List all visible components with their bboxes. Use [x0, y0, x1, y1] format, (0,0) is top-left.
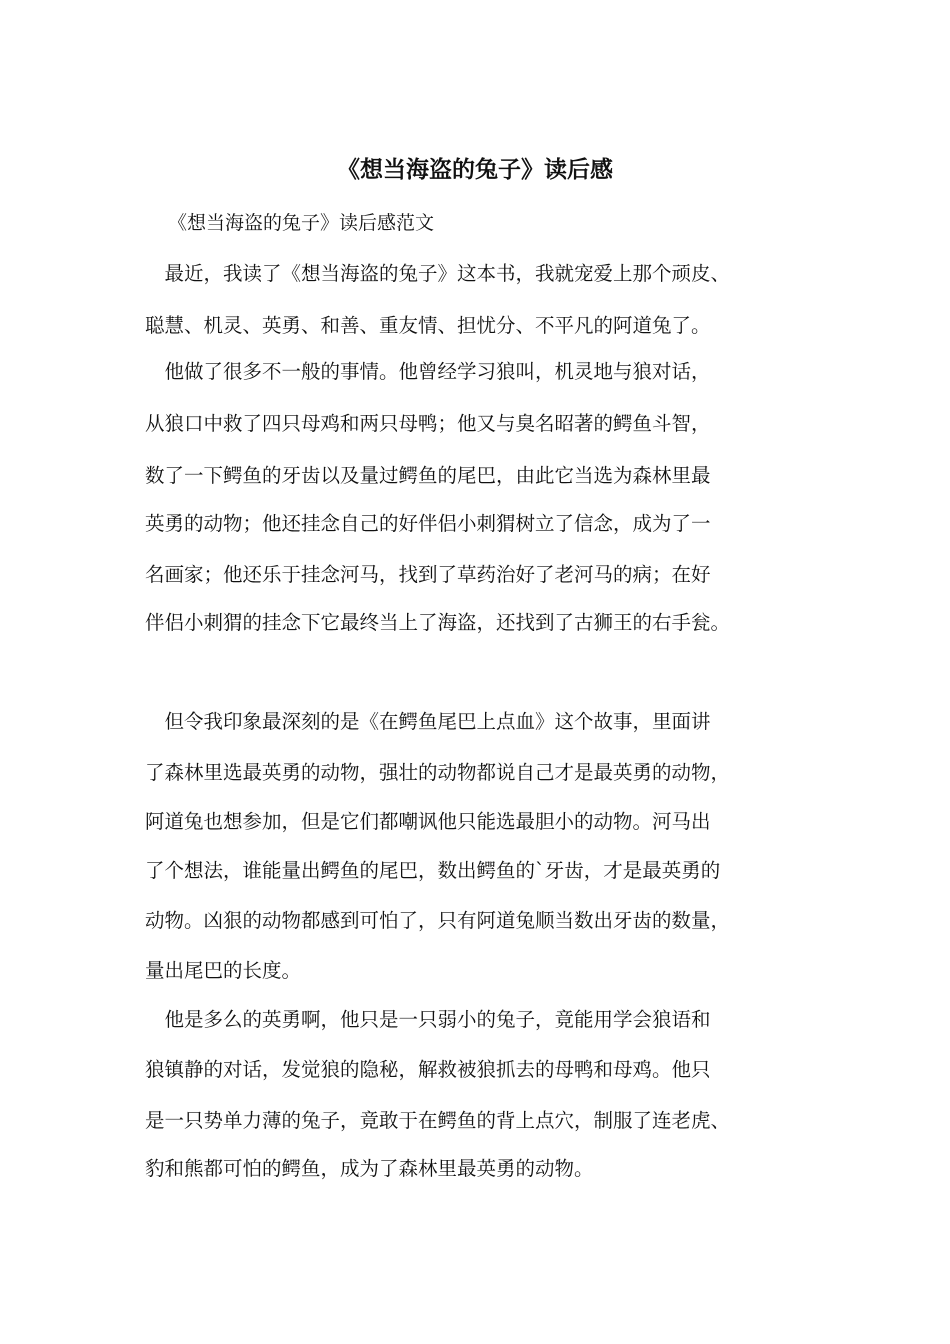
- text-line: 豹和熊都可怕的鳄鱼，成为了森林里最英勇的动物。: [145, 1157, 594, 1180]
- text-line: 动物。凶狠的动物都感到可怕了，只有阿道兔顺当数出牙齿的数量，: [145, 909, 731, 932]
- text-line: 了森林里选最英勇的动物，强壮的动物都说自己才是最英勇的动物，: [145, 761, 731, 784]
- text-line: 名画家；他还乐于挂念河马，找到了草药治好了老河马的病；在好: [145, 563, 711, 586]
- document-title: 《想当海盗的兔子》读后感: [337, 157, 613, 183]
- text-line: 量出尾巴的长度。: [145, 959, 302, 982]
- text-line: 数了一下鳄鱼的牙齿以及量过鳄鱼的尾巴，由此它当选为森林里最: [145, 464, 711, 487]
- text-line: 阿道兔也想参加，但是它们都嘲讽他只能选最胆小的动物。河马出: [145, 810, 711, 833]
- text-line: 伴侣小刺猬的挂念下它最终当上了海盗，还找到了古狮王的右手瓮。: [145, 611, 731, 634]
- text-line: 他是多么的英勇啊，他只是一只弱小的兔子，竟能用学会狼语和: [145, 1008, 711, 1031]
- text-line: 狼镇静的对话，发觉狼的隐秘，解救被狼抓去的母鸭和母鸡。他只: [145, 1058, 711, 1081]
- text-line: 最近，我读了《想当海盗的兔子》这本书，我就宠爱上那个顽皮、: [145, 262, 731, 285]
- document-subtitle: 《想当海盗的兔子》读后感范文: [168, 212, 435, 234]
- text-line: 但令我印象最深刻的是《在鳄鱼尾巴上点血》这个故事，里面讲: [145, 710, 711, 733]
- text-line: 是一只势单力薄的兔子，竟敢于在鳄鱼的背上点穴，制服了连老虎、: [145, 1109, 731, 1132]
- text-line: 他做了很多不一般的事情。他曾经学习狼叫，机灵地与狼对话，: [145, 360, 711, 383]
- text-line: 从狼口中救了四只母鸡和两只母鸭；他又与臭名昭著的鳄鱼斗智，: [145, 412, 711, 435]
- text-line: 英勇的动物；他还挂念自己的好伴侣小刺猬树立了信念，成为了一: [145, 512, 711, 535]
- text-line: 了个想法，谁能量出鳄鱼的尾巴，数出鳄鱼的`牙齿，才是最英勇的: [145, 859, 721, 882]
- text-line: 聪慧、机灵、英勇、和善、重友情、担忧分、不平凡的阿道兔了。: [145, 314, 711, 337]
